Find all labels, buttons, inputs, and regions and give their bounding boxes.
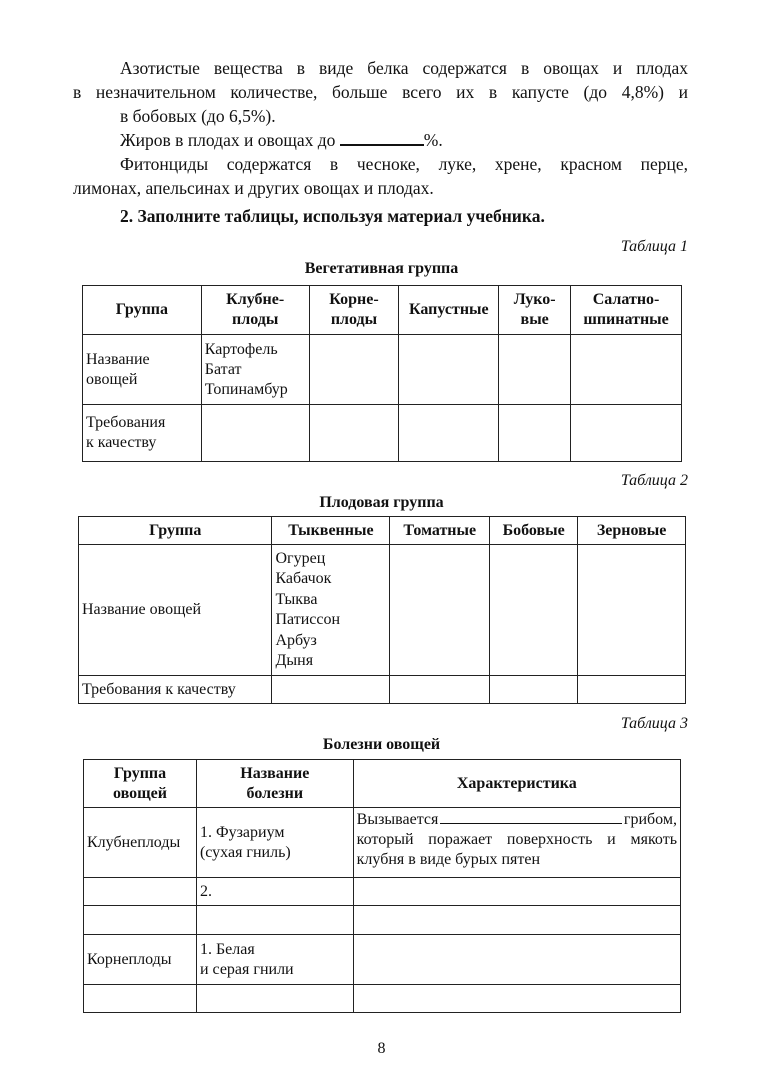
blank-cell[interactable] [578, 545, 686, 676]
header-cell: Луко- вые [499, 286, 571, 335]
table-caption: Болезни овощей [322, 736, 441, 753]
blank-cell[interactable] [399, 335, 499, 405]
row-label: Название овощей [83, 335, 202, 405]
fats-sentence [73, 128, 688, 152]
blank-cell[interactable] [571, 405, 682, 462]
header-cell: Тыквенные [272, 517, 390, 545]
paragraph-line: в незначительном количестве, больше всего их в капусте (до 4,8%) и [73, 82, 688, 102]
header-cell: Капустные [399, 286, 499, 335]
blank-cell[interactable] [578, 676, 686, 704]
fill-in-blank[interactable] [340, 130, 424, 146]
paragraph-line: Фитонциды содержатся в чесноке, луке, хрене, красном перце, [120, 154, 688, 174]
vegetable-group: Клубнеплоды [84, 808, 197, 878]
task-heading: 2. Заполните таблицы, используя материал учебника. [120, 206, 545, 226]
percent-sign: %. [423, 130, 443, 150]
table-caption: Плодовая группа [319, 494, 444, 511]
paragraph-line: в бобовых (до 6,5%). [120, 106, 276, 126]
header-cell: Группа овощей [84, 760, 197, 808]
blank-cell[interactable] [309, 335, 399, 405]
blank-cell[interactable] [353, 985, 680, 1013]
blank-cell[interactable] [499, 335, 571, 405]
blank-cell[interactable] [84, 878, 197, 906]
header-cell: Корне- плоды [309, 286, 399, 335]
vegetable-list: Огурец Кабачок Тыква Патиссон Арбуз Дыня [272, 545, 390, 676]
header-cell: Название болезни [196, 760, 353, 808]
header-cell: Группа [83, 286, 202, 335]
characteristic: Вызывается грибом, который поражает поверхность и мякоть клубня в виде бурых пятен [353, 808, 680, 878]
blank-cell[interactable] [353, 906, 680, 935]
blank-cell[interactable] [490, 545, 578, 676]
table-caption: Вегетативная группа [304, 260, 459, 277]
blank-cell[interactable] [390, 545, 490, 676]
row-label: Требования к качеству [83, 405, 202, 462]
header-cell: Томатные [390, 517, 490, 545]
paragraph-line: лимонах, апельсинах и других овощах и плодах. [73, 178, 434, 198]
row-label: Требования к качеству [79, 676, 272, 704]
header-cell: Группа [79, 517, 272, 545]
disease-name: 1. Белая и серая гнили [196, 935, 353, 985]
blank-cell[interactable] [571, 335, 682, 405]
header-cell: Бобовые [490, 517, 578, 545]
table-number: Таблица 3 [620, 715, 688, 732]
vegetable-group: Корнеплоды [84, 935, 197, 985]
disease-name: 2. [196, 878, 353, 906]
blank-cell[interactable] [490, 676, 578, 704]
vegetable-list: Картофель Батат Топинамбур [201, 335, 309, 405]
blank-cell[interactable] [353, 935, 680, 985]
blank-cell[interactable] [399, 405, 499, 462]
header-cell: Клубне- плоды [201, 286, 309, 335]
blank-cell[interactable] [272, 676, 390, 704]
row-label: Название овощей [79, 545, 272, 676]
blank-cell[interactable] [196, 985, 353, 1013]
vegetative-group-table [82, 285, 682, 462]
paragraph-line: Азотистые вещества в виде белка содержатся в овощах и плодах [120, 58, 688, 78]
blank-cell[interactable] [390, 676, 490, 704]
blank-cell[interactable] [309, 405, 399, 462]
blank-cell[interactable] [84, 985, 197, 1013]
header-cell: Салатно- шпинатные [571, 286, 682, 335]
header-cell: Характеристика [353, 760, 680, 808]
blank-cell[interactable] [196, 906, 353, 935]
page-number: 8 [377, 1040, 386, 1057]
table-number: Таблица 1 [620, 238, 688, 255]
fats-text: Жиров в плодах и овощах до [120, 130, 340, 150]
blank-cell[interactable] [201, 405, 309, 462]
fill-in-blank[interactable] [440, 810, 622, 824]
blank-cell[interactable] [84, 906, 197, 935]
header-cell: Зерновые [578, 517, 686, 545]
blank-cell[interactable] [499, 405, 571, 462]
table-number: Таблица 2 [620, 472, 688, 489]
vegetable-diseases-table [83, 759, 681, 1013]
fruit-group-table [78, 516, 686, 704]
disease-name: 1. Фузариум (сухая гниль) [196, 808, 353, 878]
blank-cell[interactable] [353, 878, 680, 906]
